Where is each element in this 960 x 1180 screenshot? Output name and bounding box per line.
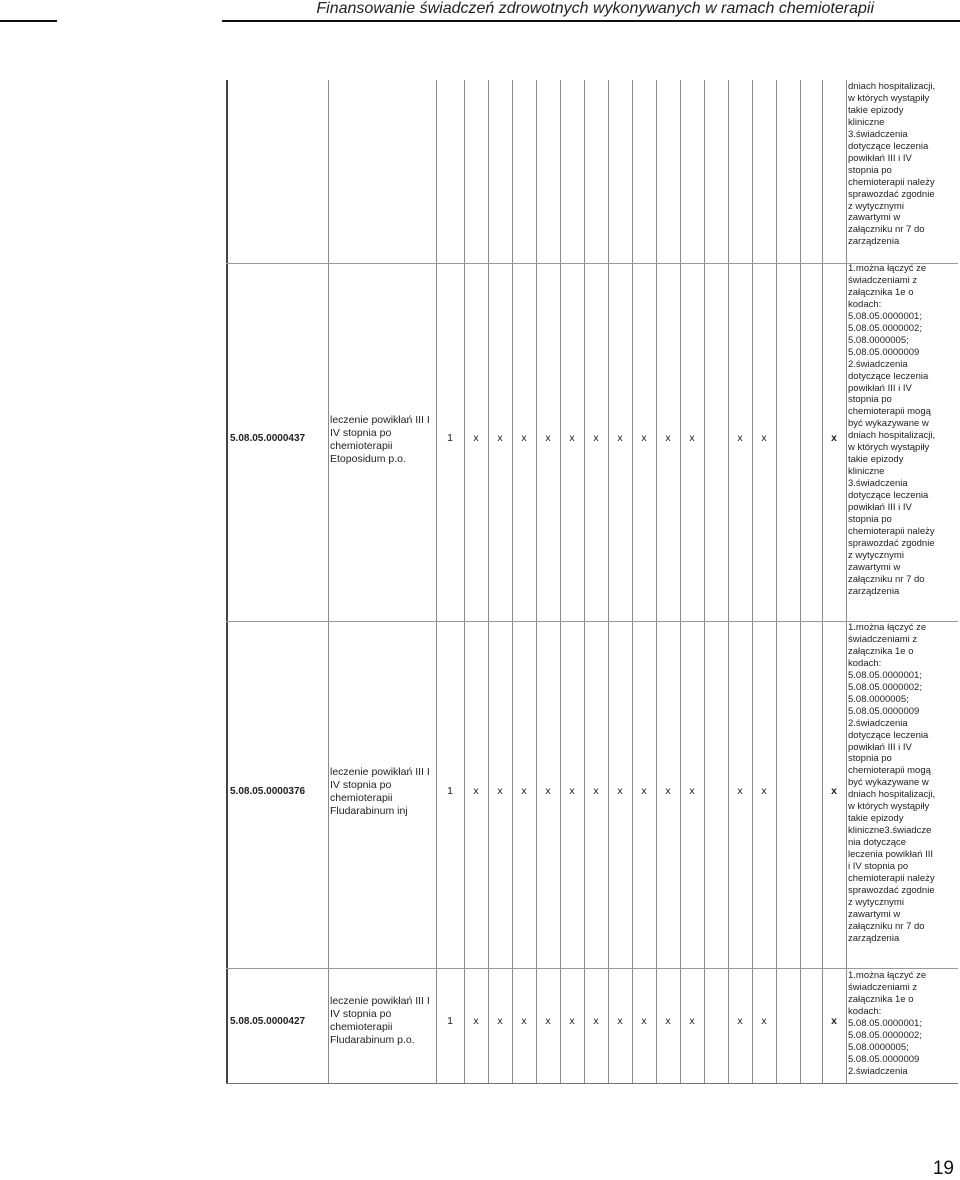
value-cell: x — [689, 1015, 695, 1027]
row-divider — [226, 968, 958, 969]
value-cell: x — [831, 1015, 837, 1027]
header-rule-right — [222, 20, 960, 22]
value-cell: x — [545, 1015, 551, 1027]
remarks-cell: dniach hospitalizacji, w których wystąpiły takie epizody kliniczne 3.świadczenia dotyczące leczenia powikłań III i IV stopnia po chemioterapii należy sprawozdać zgodnie z wytycznymi zawartymi w załączniku nr 7 do zarządzenia — [848, 81, 936, 248]
column-divider — [776, 80, 777, 1084]
value-cell: x — [641, 432, 647, 444]
value-cell: x — [569, 1015, 575, 1027]
page-number: 19 — [932, 1158, 954, 1179]
value-cell: x — [497, 785, 503, 797]
value-cell: x — [689, 785, 695, 797]
value-cell: x — [569, 432, 575, 444]
column-divider — [608, 80, 609, 1084]
value-cell: x — [617, 432, 623, 444]
value-cell: x — [545, 432, 551, 444]
service-code: 5.08.05.0000437 — [230, 433, 306, 444]
value-cell: x — [737, 785, 743, 797]
value-cell: x — [617, 1015, 623, 1027]
value-cell: x — [521, 785, 527, 797]
column-divider — [704, 80, 705, 1084]
services-table — [226, 80, 958, 1084]
value-cell: x — [473, 785, 479, 797]
table-border-bottom — [226, 1083, 958, 1084]
value-cell: x — [737, 1015, 743, 1027]
service-name: leczenie powikłań III I IV stopnia po chemioterapii Etoposidum p.o. — [330, 414, 430, 465]
column-divider — [632, 80, 633, 1084]
service-code: 5.08.05.0000376 — [230, 786, 306, 797]
value-cell: x — [737, 432, 743, 444]
column-divider — [822, 80, 823, 1084]
table-border-left — [226, 80, 228, 1084]
remarks-cell: 1.można łączyć ze świadczeniami z załącznika 1e o kodach: 5.08.05.0000001; 5.08.05.0000002; 5.08.0000005; 5.08.05.0000009 2.świadczenia — [848, 970, 927, 1077]
service-name: leczenie powikłań III I IV stopnia po chemioterapii Fludarabinum p.o. — [330, 995, 430, 1046]
column-divider — [680, 80, 681, 1084]
value-cell: x — [593, 785, 599, 797]
value-cell: x — [593, 432, 599, 444]
column-divider — [656, 80, 657, 1084]
value-cell: x — [665, 432, 671, 444]
column-divider — [800, 80, 801, 1084]
value-cell: 1 — [447, 432, 453, 444]
value-cell: x — [521, 432, 527, 444]
value-cell: x — [545, 785, 551, 797]
header-rule-left — [0, 20, 57, 22]
value-cell: x — [761, 785, 767, 797]
column-divider — [560, 80, 561, 1084]
value-cell: x — [569, 785, 575, 797]
column-divider — [536, 80, 537, 1084]
service-name: leczenie powikłań III I IV stopnia po chemioterapii Fludarabinum inj — [330, 766, 430, 817]
value-cell: x — [593, 1015, 599, 1027]
column-divider — [752, 80, 753, 1084]
value-cell: x — [689, 432, 695, 444]
column-divider — [464, 80, 465, 1084]
value-cell: x — [831, 432, 837, 444]
column-divider — [436, 80, 437, 1084]
value-cell: x — [641, 785, 647, 797]
service-code: 5.08.05.0000427 — [230, 1016, 306, 1027]
value-cell: x — [617, 785, 623, 797]
column-divider — [584, 80, 585, 1084]
value-cell: x — [497, 1015, 503, 1027]
value-cell: 1 — [447, 785, 453, 797]
value-cell: x — [473, 432, 479, 444]
value-cell: x — [761, 432, 767, 444]
remarks-cell: 1.można łączyć ze świadczeniami z załącznika 1e o kodach: 5.08.05.0000001; 5.08.05.0000002; 5.08.0000005; 5.08.05.0000009 2.świadczenia dotyczące leczenia powikłań III i IV stopnia po chemioterapii mogą być wykazywane w dniach hospitalizacji, w których wystąpiły takie epizody kliniczne 3.świadczenia dotyczące leczenia powikłań III i IV stopnia po chemioterapii należy sprawozdać zgodnie z wytycznymi zawartymi w załączniku nr 7 do zarządzenia — [848, 263, 936, 597]
value-cell: x — [641, 1015, 647, 1027]
value-cell: x — [665, 785, 671, 797]
column-divider — [488, 80, 489, 1084]
page-header-title: Finansowanie świadczeń zdrowotnych wykonywanych w ramach chemioterapii — [316, 0, 874, 17]
value-cell: x — [761, 1015, 767, 1027]
value-cell: x — [831, 785, 837, 797]
remarks-cell: 1.można łączyć ze świadczeniami z załącznika 1e o kodach: 5.08.05.0000001; 5.08.05.0000002; 5.08.0000005; 5.08.05.0000009 2.świadczenia dotyczące leczenia powikłań III i IV stopnia po chemioterapii mogą być wykazywane w dniach hospitalizacji, w których wystąpiły takie epizody kliniczne3.świadcze nia dotyczące leczenia powikłań III i IV stopnia po chemioterapii należy sprawozdać zgodnie z wytycznymi zawartymi w załączniku nr 7 do zarządzenia — [848, 622, 936, 944]
value-cell: x — [497, 432, 503, 444]
column-divider — [512, 80, 513, 1084]
column-divider — [328, 80, 329, 1084]
column-divider — [846, 80, 847, 1084]
value-cell: 1 — [447, 1015, 453, 1027]
value-cell: x — [521, 1015, 527, 1027]
column-divider — [728, 80, 729, 1084]
value-cell: x — [665, 1015, 671, 1027]
value-cell: x — [473, 1015, 479, 1027]
